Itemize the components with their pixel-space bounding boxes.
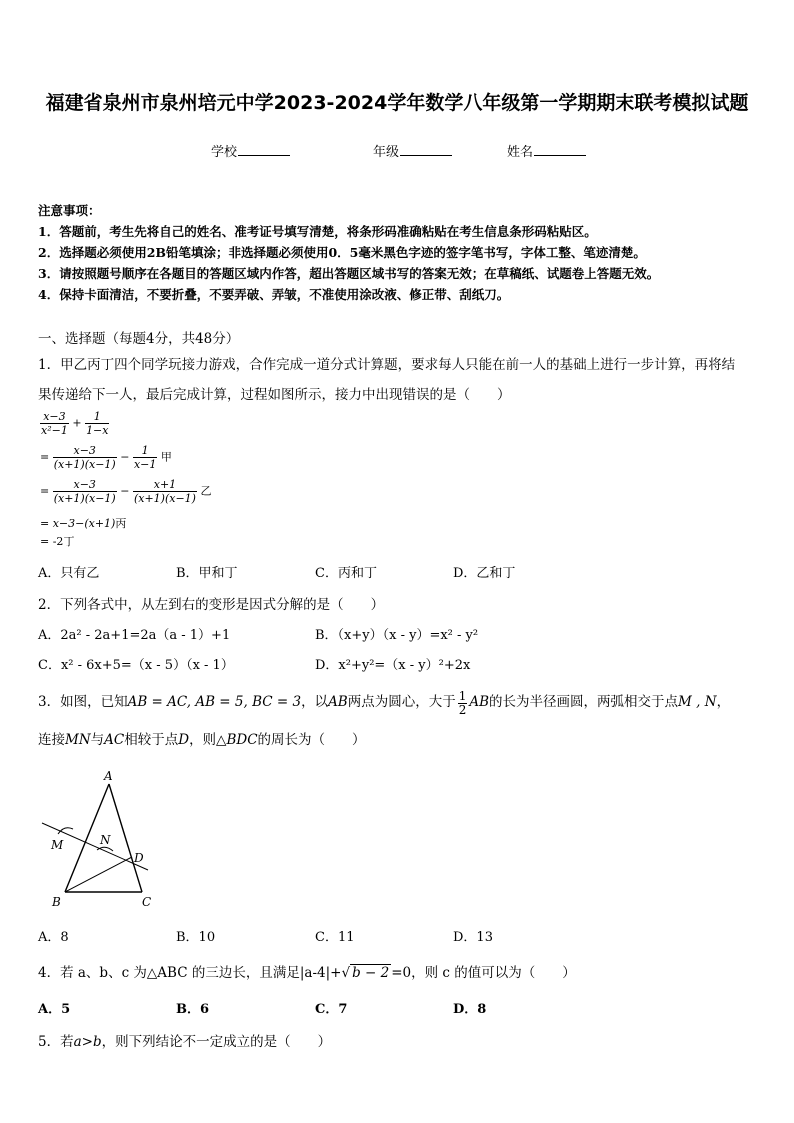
q3-text: 与 [90, 732, 105, 748]
step-expr: = x−3−(x+1) [40, 517, 116, 530]
q4-option-b[interactable]: B．6 [176, 1002, 210, 1017]
frac-num: 1 [85, 410, 109, 424]
notice-block [38, 200, 659, 305]
equals: = [40, 484, 50, 498]
q3-text: 两点为圆心，大于 [347, 694, 456, 710]
q1-step-1 [40, 444, 172, 471]
segment-ac: AC [104, 732, 125, 748]
q3-option-d[interactable]: D．13 [453, 930, 493, 945]
point-d: D [178, 732, 190, 748]
label-b: B [52, 895, 61, 909]
q1-step-2 [40, 478, 211, 505]
label-m: M [51, 838, 64, 852]
side-ac [109, 784, 142, 892]
q4-option-d[interactable]: D．8 [453, 1002, 487, 1017]
segment-bd [65, 857, 132, 892]
segment-ab: AB [328, 694, 348, 710]
triangle-bdc: BDC [226, 732, 258, 748]
name-label: 姓名 [507, 145, 534, 160]
q3-triangle-figure [36, 766, 160, 910]
q4-stem [38, 961, 576, 981]
step-tag-bing: 丙 [115, 517, 127, 530]
q5-stem [38, 1030, 331, 1050]
step-tag-ding: 丁 [63, 535, 75, 548]
step-expr: = -2 [40, 535, 64, 548]
frac-num: 1 [458, 689, 467, 703]
q1-option-d[interactable]: D．乙和丁 [453, 566, 516, 581]
points-mn: M , N [678, 694, 717, 710]
grade-blank[interactable] [400, 143, 452, 156]
q3-option-c[interactable]: C．11 [315, 930, 355, 945]
name-field [507, 141, 586, 160]
q5-text: 5．若 [38, 1034, 74, 1050]
operator: − [120, 484, 130, 498]
label-c: C [142, 895, 152, 909]
notice-item: 3．请按照题号顺序在各题目的答题区域内作答，超出答题区域书写的答案无效；在草稿纸、试题卷上答题无效。 [38, 266, 660, 281]
label-d: D [134, 851, 144, 865]
frac-num: x−3 [40, 410, 69, 424]
sqrt-sign: √ [341, 965, 351, 981]
notice-heading: 注意事项： [38, 203, 101, 218]
school-field [211, 141, 290, 160]
frac-den: (x+1)(x−1) [53, 458, 116, 471]
frac-den: 1−x [86, 424, 109, 437]
segment-ab: AB [469, 694, 490, 710]
q4-text: 4．若 a、b、c 为△ABC 的三边长，且满足|a-4|+ [38, 965, 342, 981]
operator: − [120, 450, 130, 464]
label-n: N [100, 833, 111, 847]
grade-field [373, 141, 452, 160]
q3-text: 相较于点 [124, 732, 179, 748]
frac-den: x−1 [133, 458, 157, 471]
q3-stem-line2 [38, 728, 366, 748]
notice-item: 2．选择题必须使用2B铅笔填涂；非选择题必须使用0．5毫米黑色字迹的签字笔书写，字体工整、笔迹清楚。 [38, 245, 646, 260]
equals: = [40, 450, 50, 464]
frac-den: (x+1)(x−1) [133, 492, 196, 505]
frac-den: 2 [458, 703, 467, 717]
page-title: 福建省泉州市泉州培元中学2023-2024学年数学八年级第一学期期末联考模拟试题 [45, 92, 749, 114]
name-blank[interactable] [534, 143, 586, 156]
q1-step-3 [40, 515, 126, 531]
q3-stem-line1 [38, 690, 730, 717]
q2-option-b[interactable]: B．（x+y）（x - y）=x² - y² [315, 628, 479, 643]
step-tag-yi: 乙 [200, 484, 212, 498]
notice-item: 1．答题前，考生先将自己的姓名、准考证号填写清楚，将条形码准确粘贴在考生信息条形码粘贴区。 [38, 224, 597, 239]
q2-stem: 2．下列各式中，从左到右的变形是因式分解的是（ ） [38, 597, 385, 613]
q2-option-a[interactable]: A．2a² - 2a+1=2a（a - 1）+1 [38, 628, 231, 643]
q2-option-d[interactable]: D．x²+y²=（x - y）²+2x [315, 658, 471, 673]
q3-text: 的长为半径画圆，两弧相交于点 [489, 694, 679, 710]
sqrt-body: b − 2 [352, 965, 390, 981]
q2-option-c[interactable]: C．x² - 6x+5=（x - 5）（x - 1） [38, 658, 234, 673]
q3-text: ，则△ [189, 732, 227, 748]
q3-option-b[interactable]: B．10 [176, 930, 216, 945]
q3-text: ，以 [301, 694, 329, 710]
q1-step-4 [40, 533, 74, 549]
q1-step-0 [40, 410, 109, 437]
notice-item: 4．保持卡面清洁，不要折叠，不要弄破、弄皱，不准使用涂改液、修正带、刮纸刀。 [38, 287, 510, 302]
frac-num: x−3 [53, 444, 117, 458]
q1-stem-line2: 果传递给下一人，最后完成计算，过程如图所示，接力中出现错误的是（ ） [38, 387, 511, 403]
q3-text: 的周长为（ ） [257, 732, 366, 748]
frac-num: x+1 [133, 478, 197, 492]
label-a: A [104, 769, 113, 783]
frac-den: (x+1)(x−1) [53, 492, 116, 505]
q3-text: ， [716, 694, 731, 710]
q1-option-c[interactable]: C．丙和丁 [315, 566, 377, 581]
grade-label: 年级 [373, 145, 400, 160]
frac-num: x−3 [53, 478, 117, 492]
step-tag-jia: 甲 [160, 450, 172, 464]
q3-condition: AB = AC, AB = 5, BC = 3 [127, 694, 302, 710]
operator: + [72, 416, 82, 430]
school-label: 学校 [211, 145, 238, 160]
q4-option-a[interactable]: A．5 [38, 1002, 71, 1017]
q1-stem-line1: 1．甲乙丙丁四个同学玩接力游戏，合作完成一道分式计算题，要求每人只能在前一人的基础上进行一步计算，再将结 [38, 357, 736, 373]
q4-text: =0，则 c 的值可以为（ ） [391, 965, 576, 981]
school-blank[interactable] [238, 143, 290, 156]
q4-option-c[interactable]: C．7 [315, 1002, 348, 1017]
q1-option-b[interactable]: B．甲和丁 [176, 566, 238, 581]
section-heading: 一、选择题（每题4分，共48分） [38, 331, 240, 347]
q5-condition: a>b [73, 1034, 102, 1050]
q3-text: 连接 [38, 732, 65, 748]
frac-num: 1 [133, 444, 157, 458]
segment-mn: MN [65, 732, 91, 748]
q3-option-a[interactable]: A．8 [38, 930, 69, 945]
q3-text: 3．如图，已知 [38, 694, 128, 710]
q5-text: ，则下列结论不一定成立的是（ ） [101, 1034, 332, 1050]
q1-option-a[interactable]: A．只有乙 [38, 566, 100, 581]
frac-den: x²−1 [41, 424, 68, 437]
